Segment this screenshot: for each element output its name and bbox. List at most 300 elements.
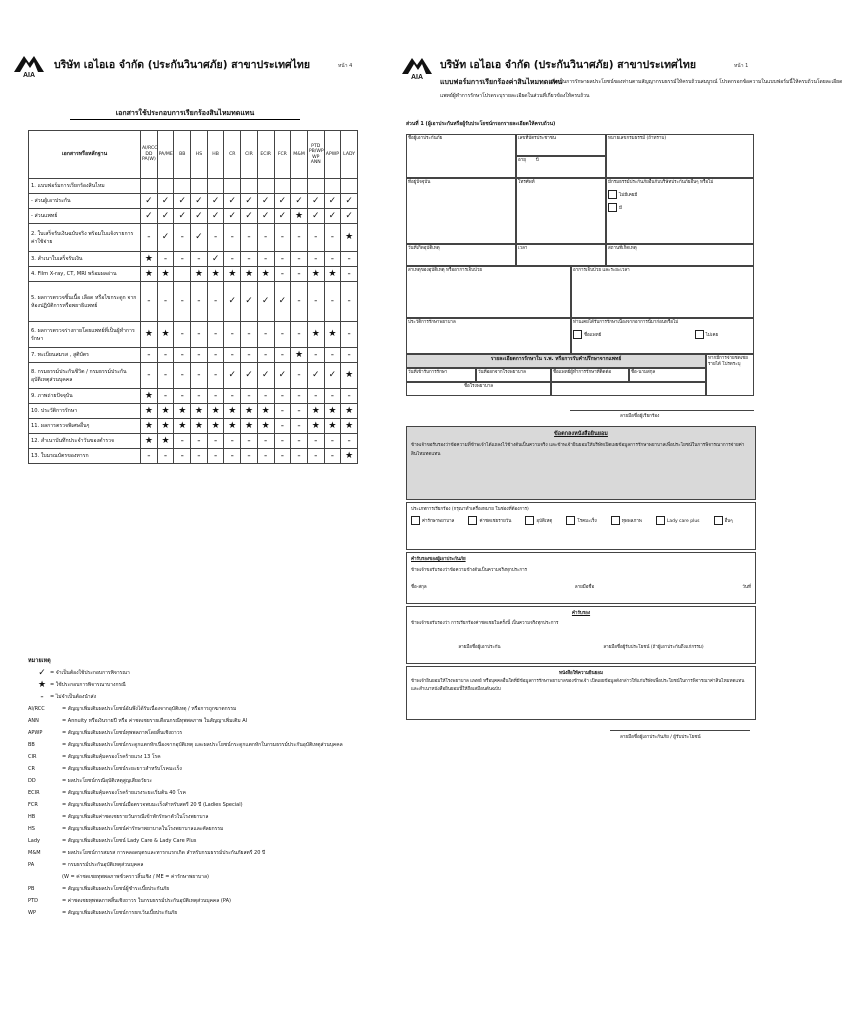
star-icon: ★ [157,322,174,348]
check-icon: ✓ [241,363,258,389]
table-cell: - [341,322,358,348]
table-cell [224,179,241,194]
column-header: PA/ME [157,131,174,179]
star-icon: ★ [141,267,158,282]
symptoms-field[interactable]: อาการเจ็บป่วย และระยะเวลา [571,266,754,318]
note-key: M&M [28,850,41,856]
table-row [29,267,358,282]
note-item [28,835,363,847]
table-cell: - [324,348,341,363]
table-row [29,282,358,322]
note-key: DD [28,778,36,784]
table-cell: - [141,224,158,252]
table-row [29,389,358,404]
claim-type-option[interactable] [714,516,733,525]
check-icon: ✓ [257,209,274,224]
table-cell [207,179,224,194]
checkbox-icon[interactable] [611,516,620,525]
check-icon: ✓ [141,194,158,209]
table-cell: - [191,389,208,404]
table-cell: - [307,224,324,252]
table-row [29,404,358,419]
address-field[interactable]: ที่อยู่ปัจจุบัน [406,178,516,244]
table-cell: - [257,322,274,348]
claim-type-options [407,514,755,527]
table-cell: - [274,348,291,363]
note-text: = สัญญาเพิ่มเติมผลประโยชน์กระดูกแตกหักเนื่องจากอุบัติเหตุ และผลประโยชน์กระดูกแตกหักในกรมธรรม์ประกันอุบัติเหตุส่วนบุคคล [62,742,343,748]
table-cell: - [324,389,341,404]
row-label: 12. สำเนาบันทึกประจำวันของตำรวจ [29,434,141,449]
table-cell [174,267,191,282]
star-icon: ★ [241,419,258,434]
doctor-before-field: ท่านเคยได้รับการรักษาเนื่องจากอาการนี้มาก่อนหรือไม่ ชื่อแพทย์ ไม่เคย [571,318,754,354]
star-icon: ★ [241,404,258,419]
note-text: = สัญญาเพิ่มเติมผลประโยชน์การยกเว้นเบี้ยประกันภัย [62,910,178,916]
claim-type-label: Lady care plus [666,519,700,524]
star-icon: ★ [191,404,208,419]
check-icon: ✓ [257,363,274,389]
final-signature-line [610,730,750,731]
consent-title: ข้อตกลงหนังสือยินยอม [554,431,608,437]
note-text: = สัญญาเพิ่มเติมคุ้มครองโรคร้ายแรง 13 โรค [62,754,161,760]
table-cell: - [291,389,308,404]
sign-field[interactable]: วันที่ [742,585,751,590]
table-cell: - [257,348,274,363]
note-key: PA [28,862,35,868]
check-icon: ✓ [224,209,241,224]
table-cell: - [341,389,358,404]
place-field[interactable]: สถานที่เกิดเหตุ [606,244,754,266]
date-event-field[interactable]: วันที่เกิดอุบัติเหตุ [406,244,516,266]
row-label: 8. กรมธรรม์ประกันชีวิต / กรมธรรม์ประกันอุบัติเหตุส่วนบุคคล [29,363,141,389]
table-cell: - [141,282,158,322]
note-item [28,727,363,739]
table-cell: - [191,449,208,464]
other-insurance-field: มีกรมธรรม์ประกันภัยอื่นกับบริษัทประกันภัยอื่นๆ หรือไม่ ไม่มีเคยมี มี [606,178,754,244]
receipt-title: คำรับรอง [571,611,591,616]
section-title: เอกสารใช้ประกอบการเรียกร้องสินไหมทดแทน [70,108,300,120]
note-item [28,871,363,883]
table-cell: - [274,419,291,434]
table-cell: - [241,449,258,464]
claim-type-option[interactable] [566,516,596,525]
table-row [29,194,358,209]
checkbox-icon[interactable] [566,516,575,525]
claim-type-label: อุบัติเหตุ [536,519,553,524]
form-title: แบบฟอร์มการเรียกร้องค่าสินไหมทดแทน [440,78,563,86]
row-label: 3. สำเนาใบเสร็จรับเงิน [29,252,141,267]
star-icon: ★ [141,404,158,419]
aia-logo-icon-right [400,52,434,80]
table-cell: - [341,348,358,363]
table-cell: - [291,252,308,267]
star-icon: ★ [207,419,224,434]
table-body [29,179,358,464]
checkbox-icon[interactable] [525,516,534,525]
id-number-field[interactable]: เลขที่บัตรประชาชน [516,134,606,156]
table-cell: - [274,449,291,464]
star-icon: ★ [174,404,191,419]
column-header: PTD PB/WP WP ANN [307,131,324,179]
table-cell: - [307,252,324,267]
row-label: - ส่วนผู้เอาประกัน [29,194,141,209]
sign-fields [407,575,755,590]
column-header: M&M [291,131,308,179]
table-cell: - [224,389,241,404]
table-cell: - [157,449,174,464]
check-icon: ✓ [224,194,241,209]
table-row [29,348,358,363]
final-signature-label: ลายมือชื่อผู้เอาประกันภัย / ผู้รับประโยชน์ [620,735,701,740]
note-text: = สัญญาเพิ่มเติมค่าชดเชยรายวันกรณีเข้าพักรักษาตัวในโรงพยาบาล [62,814,209,820]
note-text: = กรมธรรม์ประกันอุบัติเหตุส่วนบุคคล [62,862,144,868]
table-cell: - [191,363,208,389]
note-text: = สัญญาเพิ่มเติมผลประโยชน์เมื่อตรวจพบมะเร็งสำหรับสตรี 20 ปี (Ladies Special) [62,802,243,808]
claim-type-option[interactable] [468,516,511,525]
table-cell: - [224,434,241,449]
table-cell [291,179,308,194]
star-icon: ★ [174,419,191,434]
past-illness-field[interactable]: ประวัติการรักษาพยาบาล [406,318,571,354]
note-key: HB [28,814,36,820]
table-cell: - [274,322,291,348]
check-icon: ✓ [274,194,291,209]
age-field[interactable]: อายุ ปี [516,156,606,178]
table-cell: - [291,267,308,282]
time-field[interactable]: เวลา [516,244,606,266]
doctor-no-checkbox[interactable] [695,330,704,339]
company-name-right: บริษัท เอไอเอ จำกัด (ประกันวินาศภัย) สาขาประเทศไทย [440,59,697,71]
table-cell: - [207,224,224,252]
table-cell: - [241,252,258,267]
claim-type-option[interactable] [411,516,454,525]
star-icon: ★ [224,404,241,419]
row-label: 9. ภาพถ่ายปัจจุบัน [29,389,141,404]
note-key: PTD [28,898,38,904]
table-cell [257,179,274,194]
note-item [28,883,363,895]
table-cell: - [341,282,358,322]
hospital-column-header[interactable]: วันที่ออกจากโรงพยาบาล [476,368,551,382]
star-icon: ★ [207,404,224,419]
row-label: 6. ผลการตรวจร่างกายโดยแพทย์ที่เป็นผู้ทำการรักษา [29,322,141,348]
table-cell [141,179,158,194]
note-key [28,871,62,883]
table-cell [174,179,191,194]
no-insurance-checkbox[interactable] [608,190,617,199]
documents-table [28,130,358,464]
page-number-right: หน้า 1 [734,63,749,69]
checkbox-icon[interactable] [656,516,665,525]
yes-insurance-checkbox[interactable] [608,203,617,212]
column-header: FCR [274,131,291,179]
table-cell: - [174,224,191,252]
note-text: = สัญญาเพิ่มเติมผลประโยชน์ระยะยาวสำหรับโรคมะเร็ง [62,766,182,772]
table-cell: - [224,449,241,464]
table-cell: - [291,419,308,434]
hospital-column-header[interactable]: ชื่อแพทย์ผู้ทำการรักษาที่ติดต่อ [551,368,629,382]
note-item [28,895,363,907]
table-cell: - [307,434,324,449]
check-icon: ✓ [257,282,274,322]
note-text: = ผลประโยชน์การสมรส การคลอดบุตรและทารกแรกเกิด สำหรับกรมธรรม์ประกันภัยสตรี 20 ปี [62,850,266,856]
right-page [400,50,842,990]
star-icon: ★ [341,404,358,419]
star-icon: ★ [341,419,358,434]
table-cell: - [174,363,191,389]
table-cell: - [157,348,174,363]
row-label: 1. แบบฟอร์มการเรียกร้องสินไหม [29,179,141,194]
note-text: = ใช้ประกอบการพิจารณาบางกรณี [50,682,126,688]
star-icon: ★ [157,267,174,282]
phone-field[interactable]: โทรศัพท์ [516,178,606,244]
table-row [29,363,358,389]
table-cell: - [291,224,308,252]
note-key: APWP [28,730,43,736]
insured-name-field[interactable]: ชื่อผู้เอาประกันภัย [406,134,516,178]
table-cell: - [224,252,241,267]
checkbox-icon[interactable] [468,516,477,525]
table-row [29,209,358,224]
table-cell: - [141,449,158,464]
star-icon: ★ [257,404,274,419]
privacy-title: หนังสือให้ความยินยอม [559,671,603,676]
star-icon: ★ [224,419,241,434]
table-cell: - [241,348,258,363]
table-cell: - [307,389,324,404]
table-cell [324,179,341,194]
row-label: 13. ใบมรณบัตรของทารก [29,449,141,464]
star-icon: ★ [241,267,258,282]
table-cell: - [174,252,191,267]
check-icon: ✓ [174,209,191,224]
sign-field[interactable]: ชื่อ-สกุล [411,585,427,590]
table-cell: - [174,434,191,449]
star-icon: ★ [224,267,241,282]
table-row [29,322,358,348]
check-icon: ✓ [324,363,341,389]
declaration-text: ข้าพเจ้าขอรับรองว่าข้อความข้างต้นเป็นความจริงทุกประการ [411,568,528,573]
privacy-box [406,666,756,720]
note-key: CIR [28,754,37,760]
hospital-column-header[interactable]: วันที่เข้ารับการรักษา [406,368,476,382]
table-cell: - [241,389,258,404]
claim-type-option[interactable] [611,516,642,525]
note-text: = สัญญาเพิ่มเติมคุ้มครองโรคร้ายแรงระยะเริ่มต้น 40 โรค [62,790,186,796]
check-icon: ✓ [191,194,208,209]
note-item [28,847,363,859]
table-cell: - [274,267,291,282]
table-cell: - [241,322,258,348]
check-icon: ✓ [274,209,291,224]
policy-number-field[interactable]: หมายเลขกรมธรรม์ (ถ้าทราบ) [606,134,754,178]
table-cell: - [141,363,158,389]
row-label: 7. ทะเบียนสมรส , สูติบัตร [29,348,141,363]
table-cell: - [324,282,341,322]
table-cell: - [291,449,308,464]
form-description-2: แพทย์ผู้ทำการรักษาโปรดระบุรายละเอียดในส่วนที่เกี่ยวข้องให้ครบถ้วน [440,93,590,99]
claim-type-label: โรคมะเร็ง [577,519,597,524]
table-cell: - [291,404,308,419]
table-cell: - [291,322,308,348]
star-icon: ★ [307,322,324,348]
note-key: CR [28,766,35,772]
sign-field[interactable]: ลายมือชื่อ [574,585,595,590]
cause-field[interactable]: สาเหตุของอุบัติเหตุ หรืออาการเจ็บป่วย [406,266,571,318]
table-cell: - [291,434,308,449]
hospital-name-field[interactable]: ชื่อโรงพยาบาล [406,382,551,396]
table-cell: - [257,389,274,404]
table-cell: - [324,224,341,252]
left-page [10,50,360,990]
declaration-title: คำรับรองของผู้เอาประกันภัย [411,557,466,562]
check-icon: ✓ [224,282,241,322]
check-icon: ✓ [141,209,158,224]
note-text: (W = ค่าชดเชยทุพพลภาพชั่วคราวสิ้นเชิง / ME = ค่ารักษาพยาบาล) [62,874,210,880]
check-icon: ✓ [257,194,274,209]
table-cell: - [291,282,308,322]
table-cell: - [307,449,324,464]
receipt-text: ข้าพเจ้าขอรับรองว่า การเรียกร้องค่าชดเชยในครั้งนี้ เป็นความจริงทุกประการ [411,621,559,626]
row-label: 5. ผลการตรวจชิ้นเนื้อ เลือด หรือไขกระดูก จากห้องปฏิบัติการหรือพยาธิแพทย์ [29,282,141,322]
notes-list [28,667,363,919]
checkbox-icon[interactable] [714,516,723,525]
star-icon: ★ [291,348,308,363]
check-icon: ✓ [207,194,224,209]
column-header: APWP [324,131,341,179]
claim-type-option[interactable] [525,516,552,525]
column-header: AI/RCC DD PA(W) [141,131,158,179]
star-icon: ★ [157,404,174,419]
table-cell [241,179,258,194]
check-icon: ✓ [241,282,258,322]
row-label: - ส่วนแพทย์ [29,209,141,224]
table-cell: - [324,434,341,449]
note-item [28,751,363,763]
note-item [28,907,363,919]
table-row [29,252,358,267]
star-icon: ★ [341,449,358,464]
hospital-blank-field[interactable] [551,382,706,396]
privacy-text: ข้าพเจ้ายินยอมให้โรงพยาบาล แพทย์ หรือบุคคลอื่นใดที่มีข้อมูลการรักษาพยาบาลของข้าพเจ้า เปิดเผยข้อมูลดังกล่าวให้แก่บริษัทเพื่อประโยชน์ในการพิจารณาค่าสินไหมทดแทน และสำเนาหนังสือยินยอมนี้ให้ถือเสมือนต้นฉบับ [411,679,745,692]
column-header: BB [174,131,191,179]
table-cell [307,179,324,194]
check-icon: ✓ [224,363,241,389]
declaration-box [406,552,756,604]
notes-title: หมายเหตุ [28,658,51,664]
table-cell: - [257,252,274,267]
note-text: = Annuity หรือเงินรายปี หรือ ค่าชดเชยรายเดือนกรณีทุพพลภาพ ในสัญญาเพิ่มเติม AI [62,718,248,724]
note-key: ✓ [38,668,46,678]
note-key: FCR [28,802,38,808]
check-icon: ✓ [174,194,191,209]
note-item [28,811,363,823]
check-icon: ✓ [241,194,258,209]
table-header-row [29,131,358,179]
claim-type-label: ประเภทการเรียกร้อง (กรุณาทำเครื่องหมาย ในช่องที่ต้องการ) [411,507,529,512]
note-text: = สัญญาเพิ่มเติมผลประโยชน์ผู้ชำระเบี้ยประกันภัย [62,886,170,892]
table-cell: - [341,252,358,267]
note-key: ★ [37,680,47,690]
table-cell: - [207,449,224,464]
notes-block [28,655,363,919]
table-cell: - [191,252,208,267]
claim-type-option[interactable] [656,516,700,525]
table-cell: - [207,282,224,322]
claim-type-label: ค่าชดเชยรายวัน [479,519,512,524]
table-cell: - [324,252,341,267]
hospital-column-header[interactable]: ชื่อ-นามสกุล [629,368,706,382]
table-cell: - [207,363,224,389]
check-icon: ✓ [191,209,208,224]
table-cell: - [274,252,291,267]
check-icon: ✓ [307,363,324,389]
note-item [28,739,363,751]
table-cell: - [274,224,291,252]
table-cell: - [174,348,191,363]
note-key: AI/RCC [28,706,45,712]
table-cell: - [274,434,291,449]
note-item [28,703,363,715]
star-icon: ★ [191,267,208,282]
star-icon: ★ [307,404,324,419]
check-icon: ✓ [207,252,224,267]
check-icon: ✓ [241,209,258,224]
check-icon: ✓ [157,194,174,209]
row-label: 2. ใบเสร็จรับเงินฉบับจริง พร้อมใบแจ้งรายการค่าใช้จ่าย [29,224,141,252]
svg-text:AIA: AIA [22,72,36,79]
note-key: WP [28,910,36,916]
table-cell: - [341,267,358,282]
signature-label: ลายมือชื่อผู้เรียกร้อง [620,414,660,419]
table-cell [274,179,291,194]
check-icon: ✓ [324,194,341,209]
note-item [28,667,363,679]
table-cell: - [241,434,258,449]
star-icon: ★ [141,322,158,348]
table-row [29,224,358,252]
note-key: HS [28,826,35,832]
table-cell: - [257,224,274,252]
checkbox-icon[interactable] [411,516,420,525]
star-icon: ★ [141,434,158,449]
table-cell [191,179,208,194]
note-item [28,775,363,787]
star-icon: ★ [257,267,274,282]
table-cell: - [257,434,274,449]
column-header: LADY [341,131,358,179]
star-icon: ★ [157,434,174,449]
check-icon: ✓ [307,194,324,209]
column-header: HB [207,131,224,179]
column-header: HS [191,131,208,179]
column-header: ECIR [257,131,274,179]
claim-type-label: ทุพพลภาพ [621,519,642,524]
signature-line [570,410,754,411]
hospital-header: รายละเอียดการรักษาใน ร.พ. หรือการรับคำปรึกษาจากแพทย์ [406,354,706,368]
table-cell: - [224,224,241,252]
table-cell: - [324,449,341,464]
consent-text: ข้าพเจ้าขอรับรองว่าข้อความที่ข้าพเจ้าได้แถลงไว้ข้างต้นเป็นความจริง และข้าพเจ้ายินยอมให้บริษัทเปิดเผยข้อมูลการรักษาพยาบาลเพื่อประโยชน์ในการพิจารณาการจ่ายค่าสินไหมทดแทน [411,443,745,457]
table-cell: - [207,322,224,348]
note-key: BB [28,742,35,748]
note-item [28,691,363,703]
doctor-yes-checkbox[interactable] [573,330,582,339]
table-cell: - [274,404,291,419]
signer-2: ลายมือชื่อผู้รับประโยชน์ (ถ้าผู้เอาประกันถึงแก่กรรม) [603,645,704,650]
table-cell [157,179,174,194]
note-text: = ค่าชดเชยทุพพลภาพสิ้นเชิงถาวร ในกรมธรรม์ประกันอุบัติเหตุส่วนบุคคล (PA) [62,898,231,904]
